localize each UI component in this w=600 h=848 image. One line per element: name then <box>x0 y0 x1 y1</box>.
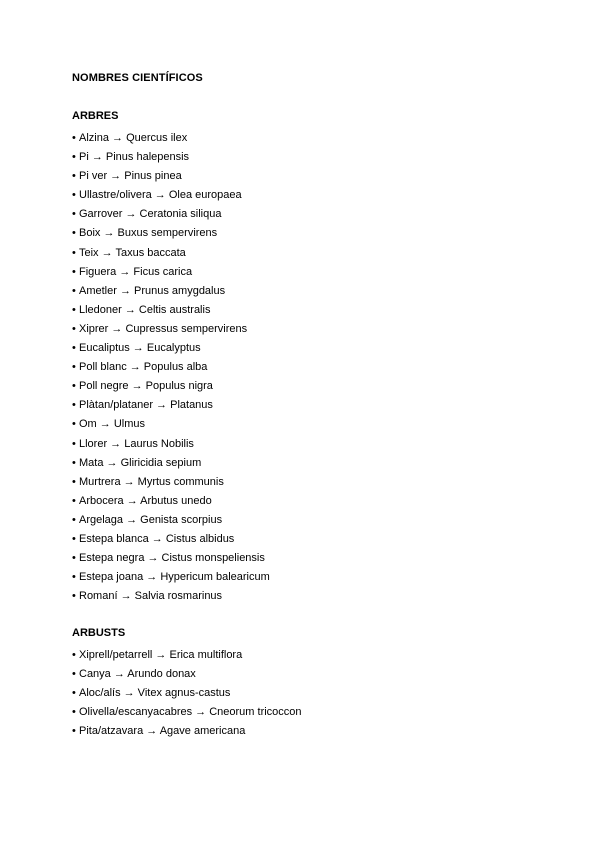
entry-text: Om → Ulmus <box>79 418 145 431</box>
bullet-icon: • <box>72 303 76 316</box>
section-heading: ARBRES <box>72 110 119 122</box>
list-item <box>72 224 270 243</box>
list-item <box>72 454 270 473</box>
bullet-icon: • <box>72 227 76 240</box>
entry-text: Pi → Pinus halepensis <box>79 151 190 164</box>
list-item <box>72 148 270 167</box>
bullet-icon: • <box>72 725 76 738</box>
bullet-icon: • <box>72 342 76 355</box>
entry-text: Pi ver → Pinus pinea <box>79 170 182 183</box>
bullet-icon: • <box>72 189 76 202</box>
list-item <box>72 205 270 224</box>
list-item <box>72 244 270 263</box>
list-item <box>72 415 270 434</box>
entry-text: Estepa joana → Hypericum balearicum <box>79 571 270 584</box>
bullet-icon: • <box>72 590 76 603</box>
bullet-icon: • <box>72 284 76 297</box>
bullet-icon: • <box>72 151 76 164</box>
list-item <box>72 129 270 148</box>
section-arbusts <box>72 627 302 741</box>
entry-text: Pita/atzavara → Agave americana <box>79 725 246 738</box>
entry-text: Figuera → Ficus carica <box>79 265 193 278</box>
entry-text: Lledoner → Celtis australis <box>79 303 211 316</box>
entry-text: Plàtan/plataner → Platanus <box>79 399 213 412</box>
entry-text: Aloc/alís → Vitex agnus-castus <box>79 687 231 700</box>
entry-text: Xiprell/petarrell → Erica multiflora <box>79 649 243 661</box>
bullet-icon: • <box>72 532 76 545</box>
entry-text: Teix → Taxus baccata <box>79 246 186 259</box>
bullet-icon: • <box>72 322 76 335</box>
list-item <box>72 263 270 282</box>
bullet-icon: • <box>72 437 76 450</box>
entry-text: Canya → Arundo donax <box>79 668 196 681</box>
entry-text: Alzina → Quercus ilex <box>79 132 188 144</box>
bullet-icon: • <box>72 687 76 700</box>
bullet-icon: • <box>72 265 76 278</box>
bullet-icon: • <box>72 706 76 719</box>
list-item <box>72 703 302 722</box>
section-arbres <box>72 110 270 606</box>
entry-text: Eucaliptus → Eucalyptus <box>79 342 201 355</box>
entry-text: Arbocera → Arbutus unedo <box>79 494 212 507</box>
list-item <box>72 587 270 606</box>
bullet-icon: • <box>72 380 76 393</box>
list-item <box>72 646 302 665</box>
list-item <box>72 377 270 396</box>
entry-text: Ullastre/olivera → Olea europaea <box>79 189 242 202</box>
list-item <box>72 492 270 511</box>
entry-text: Estepa blanca → Cistus albidus <box>79 532 235 545</box>
entry-text: Xiprer → Cupressus sempervirens <box>79 322 248 335</box>
list-item <box>72 358 270 377</box>
section-heading: ARBUSTS <box>72 627 126 639</box>
entry-list <box>72 646 302 741</box>
bullet-icon: • <box>72 246 76 259</box>
entry-text: Estepa negra → Cistus monspeliensis <box>79 552 265 565</box>
entry-text: Ametler → Prunus amygdalus <box>79 284 226 297</box>
list-item <box>72 511 270 530</box>
list-item <box>72 665 302 684</box>
list-item <box>72 167 270 186</box>
list-item <box>72 186 270 205</box>
bullet-icon: • <box>72 399 76 412</box>
bullet-icon: • <box>72 494 76 507</box>
bullet-icon: • <box>72 649 76 661</box>
list-item <box>72 549 270 568</box>
document-title: NOMBRES CIENTÍFICOS <box>72 72 203 84</box>
list-item <box>72 301 270 320</box>
bullet-icon: • <box>72 456 76 469</box>
list-item <box>72 282 270 301</box>
entry-list <box>72 129 270 606</box>
bullet-icon: • <box>72 132 76 144</box>
entry-text: Olivella/escanyacabres → Cneorum tricoccon <box>79 706 302 719</box>
bullet-icon: • <box>72 513 76 526</box>
entry-text: Mata → Gliricidia sepium <box>79 456 202 469</box>
entry-text: Argelaga → Genista scorpius <box>79 513 223 526</box>
bullet-icon: • <box>72 552 76 565</box>
entry-text: Garrover → Ceratonia siliqua <box>79 208 222 221</box>
list-item <box>72 339 270 358</box>
entry-text: Llorer → Laurus Nobilis <box>79 437 194 450</box>
entry-text: Poll negre → Populus nigra <box>79 380 213 393</box>
bullet-icon: • <box>72 475 76 488</box>
bullet-icon: • <box>72 571 76 584</box>
list-item <box>72 396 270 415</box>
list-item <box>72 684 302 703</box>
list-item <box>72 722 302 741</box>
bullet-icon: • <box>72 361 76 374</box>
entry-text: Boix → Buxus sempervirens <box>79 227 218 240</box>
bullet-icon: • <box>72 170 76 183</box>
bullet-icon: • <box>72 208 76 221</box>
list-item <box>72 473 270 492</box>
list-item <box>72 568 270 587</box>
entry-text: Poll blanc → Populus alba <box>79 361 208 374</box>
entry-text: Murtrera → Myrtus communis <box>79 475 224 488</box>
list-item <box>72 320 270 339</box>
entry-text: Romaní → Salvia rosmarinus <box>79 590 223 603</box>
list-item <box>72 530 270 549</box>
bullet-icon: • <box>72 668 76 681</box>
bullet-icon: • <box>72 418 76 431</box>
list-item <box>72 435 270 454</box>
